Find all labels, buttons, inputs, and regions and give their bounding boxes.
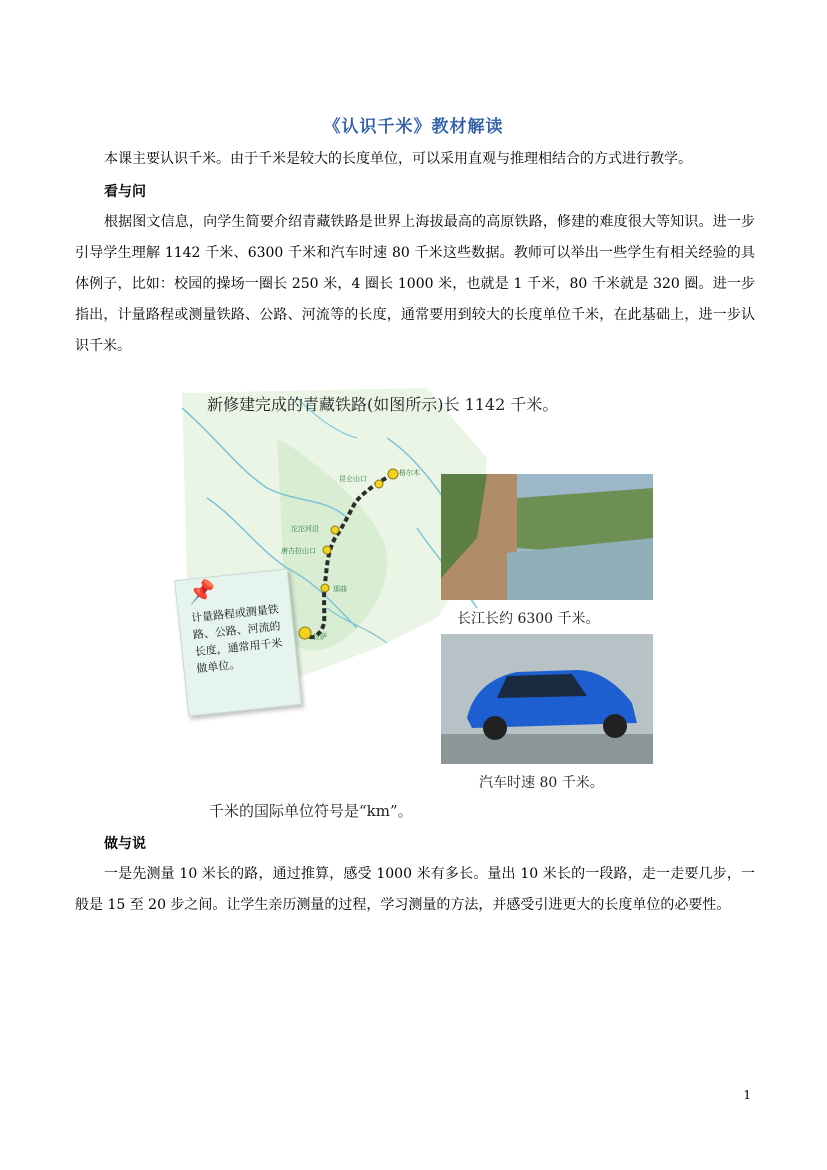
station-label-nagqu: 那曲: [333, 585, 347, 593]
document-title: 《认识千米》教材解读: [323, 117, 504, 137]
figure-top-caption: 新修建完成的青藏铁路(如图所示)长 1142 千米。: [207, 395, 559, 414]
sticky-note: [174, 568, 302, 716]
section-heading-look-ask: 看与问: [104, 184, 146, 200]
station-label-golmud: 格尔木: [399, 469, 420, 477]
station-label-tuotuo: 沱沱河沿: [291, 525, 319, 533]
section2-paragraph: 一是先测量 10 米长的路，通过推算，感受 1000 米有多长。量出 10 米长的一段路，走一走要几步，一般是 15 至 20 步之间。让学生亲历测量的过程，学习测量的方法，并感受引进更大的长度单位的必要性。: [75, 866, 755, 913]
page-number: 1: [743, 1088, 751, 1102]
textbook-figure: [177, 378, 659, 822]
note-text: 计量路程或测量铁路、公路、河流的长度，通常用千米做单位。: [190, 602, 283, 676]
station-label-lhasa: 拉萨: [313, 633, 327, 641]
intro-paragraph: 本课主要认识千米。由于千米是较大的长度单位，可以采用直观与推理相结合的方式进行教学。: [104, 151, 692, 167]
figure-bottom-caption: 千米的国际单位符号是“km”。: [209, 802, 413, 820]
station-label-tanggula: 唐古拉山口: [281, 547, 316, 555]
section1-paragraph: 根据图文信息，向学生简要介绍青藏铁路是世界上海拔最高的高原铁路，修建的难度很大等知识。进一步引导学生理解 1142 千米、6300 千米和汽车时速 80 千米这些数据。教师可以举出一些学生有相关经验的具体例子，比如：校园的操场一圈长 250 米，4 圈长 1000 米，也就是 1 千米，80 千米就是 320 圈。进一步指出，计量路程或测量铁路、公路、河流等的长度，通常要用到较大的长度单位千米，在此基础上，进一步认识千米。: [75, 214, 755, 354]
car-photo: [441, 634, 653, 764]
pushpin-icon: 📌: [187, 579, 218, 607]
car-caption: 汽车时速 80 千米。: [479, 775, 604, 791]
river-caption: 长江长约 6300 千米。: [457, 611, 600, 627]
river-photo: [441, 474, 653, 600]
station-label-kunlun: 昆仑山口: [339, 475, 367, 483]
section-heading-do-say: 做与说: [104, 836, 146, 852]
